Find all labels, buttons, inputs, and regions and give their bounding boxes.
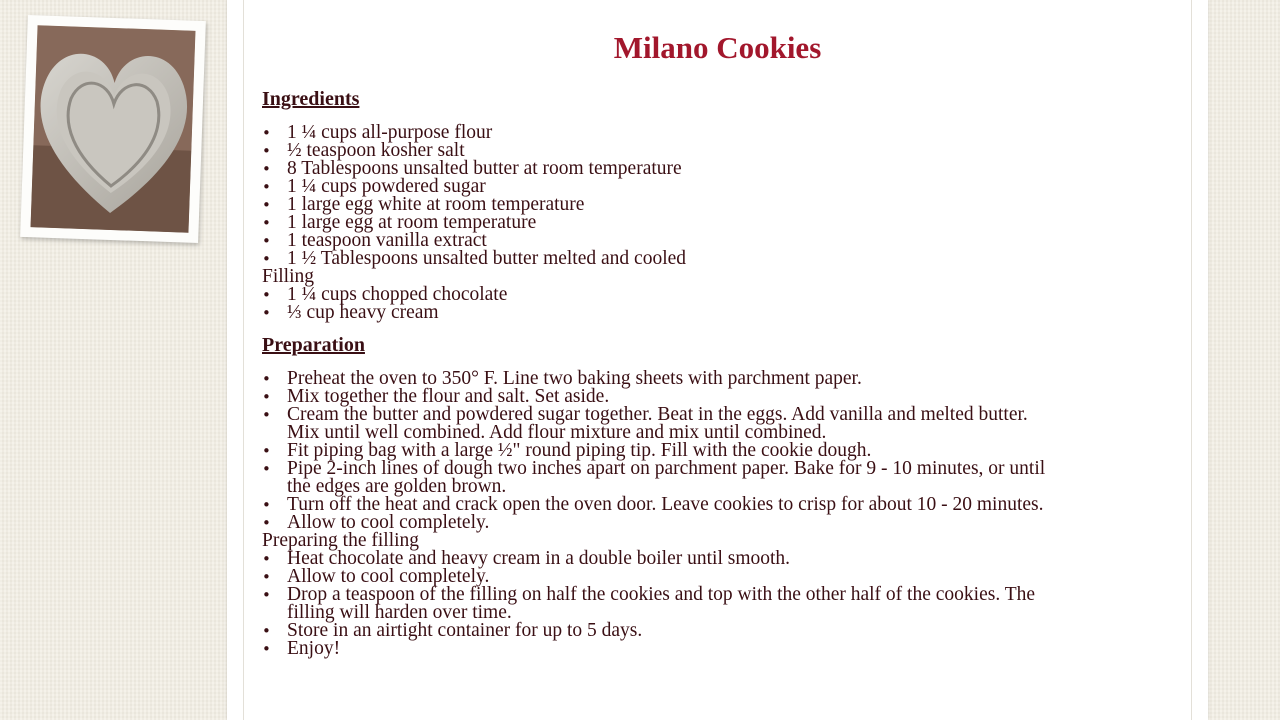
ingredients-heading: Ingredients	[262, 88, 360, 110]
preparation-step: • Pipe 2-inch lines of dough two inches apart on parchment paper. Bake for 9 - 10 minutes, or until the edges are golden brown.	[262, 460, 1052, 496]
recipe-page	[227, 0, 1208, 720]
preparation-step: • Allow to cool completely.	[262, 514, 1052, 532]
ingredient-item: • 1 large egg white at room temperature	[262, 196, 1052, 214]
filling-step: • Enjoy!	[262, 640, 1052, 658]
filling-step: • Allow to cool completely.	[262, 568, 1052, 586]
ingredient-item: • 1 ¼ cups all-purpose flour	[262, 124, 1052, 142]
preparation-steps-list	[262, 370, 1052, 532]
cookie-cutter-photo-frame	[20, 15, 206, 243]
preparation-step: • Fit piping bag with a large ½" round piping tip. Fill with the cookie dough.	[262, 442, 1052, 460]
heart-cookie-cutter-photo	[31, 25, 196, 232]
filling-steps-list	[262, 550, 1052, 658]
ingredient-item: • 1 teaspoon vanilla extract	[262, 232, 1052, 250]
preparing-filling-subheading: Preparing the filling	[262, 530, 420, 551]
page-title: Milano Cookies	[613, 30, 822, 65]
preparation-step: • Cream the butter and powdered sugar together. Beat in the eggs. Add vanilla and melted butter. Mix until well combined. Add flour mixture and mix until combined.	[262, 406, 1052, 442]
preparation-step: • Turn off the heat and crack open the oven door. Leave cookies to crisp for about 10 - 20 minutes.	[262, 496, 1052, 514]
preparation-heading: Preparation	[262, 334, 365, 356]
ingredient-item: • 1 ¼ cups powdered sugar	[262, 178, 1052, 196]
filling-ingredients-list	[262, 286, 1052, 322]
filling-step: • Heat chocolate and heavy cream in a double boiler until smooth.	[262, 550, 1052, 568]
recipe-content	[262, 86, 1052, 658]
filling-subheading: Filling	[262, 266, 315, 287]
ingredient-item: • 1 large egg at room temperature	[262, 214, 1052, 232]
filling-step: • Drop a teaspoon of the filling on half the cookies and top with the other half of the cookies. The filling will harden over time.	[262, 586, 1052, 622]
ingredient-item: • ⅓ cup heavy cream	[262, 304, 1052, 322]
ingredient-item: • 8 Tablespoons unsalted butter at room temperature	[262, 160, 1052, 178]
heart-cookie-cutter-image	[31, 25, 196, 232]
ingredient-item: • ½ teaspoon kosher salt	[262, 142, 1052, 160]
preparation-step: • Mix together the flour and salt. Set aside.	[262, 388, 1052, 406]
ingredient-item: • 1 ½ Tablespoons unsalted butter melted and cooled	[262, 250, 1052, 268]
ingredients-list	[262, 124, 1052, 268]
ingredient-item: • 1 ¼ cups chopped chocolate	[262, 286, 1052, 304]
filling-step: • Store in an airtight container for up to 5 days.	[262, 622, 1052, 640]
preparation-step: • Preheat the oven to 350° F. Line two baking sheets with parchment paper.	[262, 370, 1052, 388]
